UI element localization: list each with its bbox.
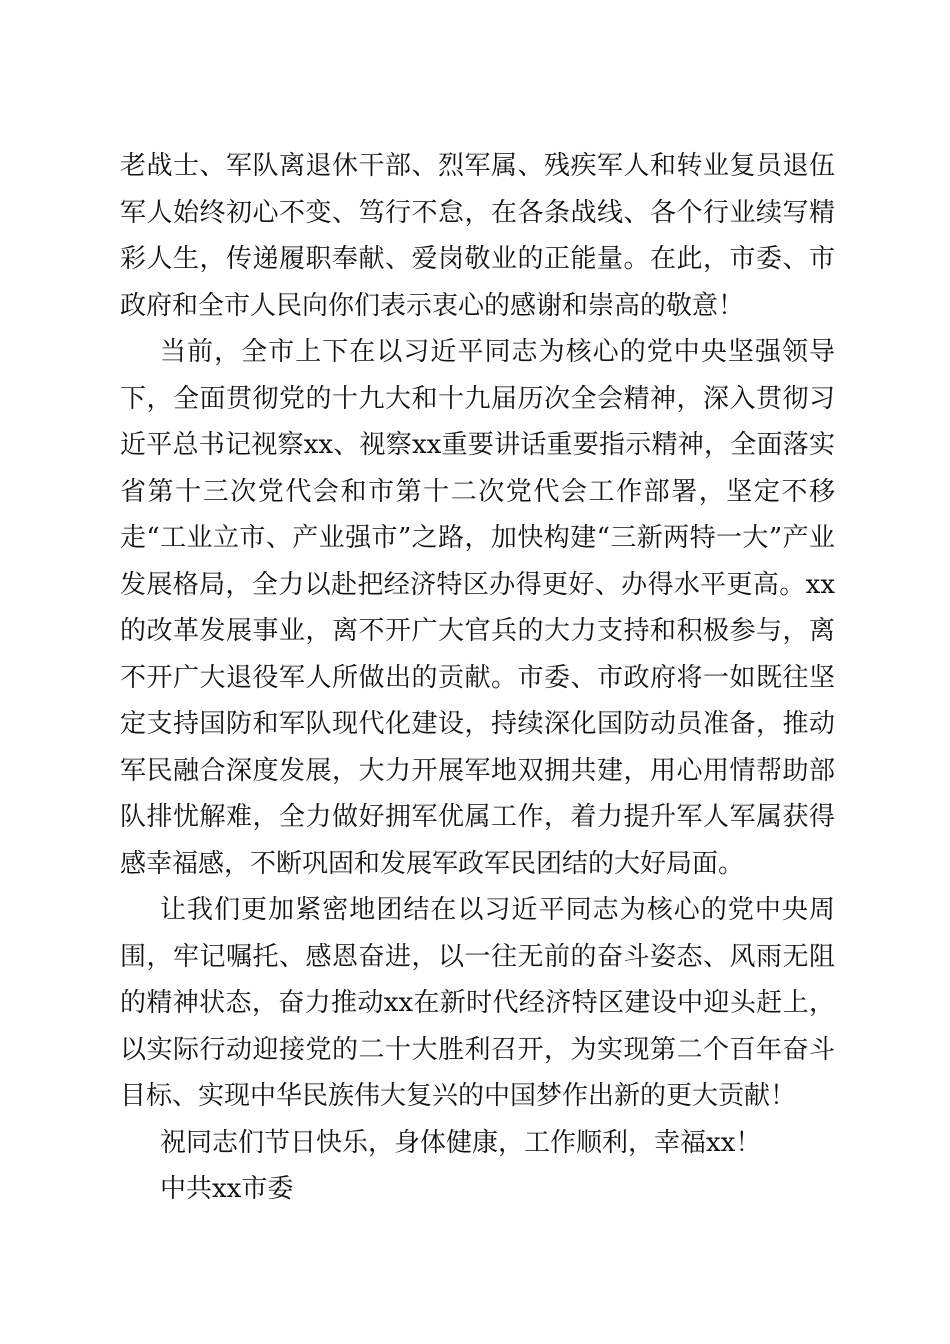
signature-line: 中共xx市委 <box>160 1174 294 1204</box>
greeting-line: 祝同志们节日快乐，身体健康，工作顺利，幸福xx！ <box>160 1127 762 1158</box>
paragraph-3: 让我们更加紧密地团结在以习近平同志为核心的党中央周围，牢记嘱托、感恩奋进，以一往无前的奋斗姿态、风雨无阻的精神状态，奋力推动xx在新时代经济特区建设中迎头赶上，以实际行动迎接党的二十大胜利召开，为实现第二个百年奋斗目标、实现中华民族伟大复兴的中国梦作出新的更大贡献！ <box>120 895 835 1111</box>
paragraph-2: 当前，全市上下在以习近平同志为核心的党中央坚强领导下，全面贯彻党的十九大和十九届历次全会精神，深入贯彻习近平总书记视察xx、视察xx重要讲话重要指示精神，全面落实省第十三次党代会和市第十二次党代会工作部署，坚定不移走“工业立市、产业强市”之路，加快构建“三新两特一大”产业发展格局，全力以赴把经济特区办得更好、办得水平更高。xx的改革发展事业，离不开广大官兵的大力支持和积极参与，离不开广大退役军人所做出的贡献。市委、市政府将一如既往坚定支持国防和军队现代化建设，持续深化国防动员准备，推动军民融合深度发展，大力开展军地双拥共建，用心用情帮助部队排忧解难，全力做好拥军优属工作，着力提升军人军属获得感幸福感，不断巩固和发展军政军民团结的大好局面。 <box>120 337 835 879</box>
document-body <box>120 143 835 1213</box>
paragraph-1: 老战士、军队离退休干部、烈军属、残疾军人和转业复员退伍军人始终初心不变、笃行不怠，在各条战线、各个行业续写精彩人生，传递履职奉献、爱岗敬业的正能量。在此，市委、市政府和全市人民向你们表示衷心的感谢和崇高的敬意！ <box>120 151 835 321</box>
